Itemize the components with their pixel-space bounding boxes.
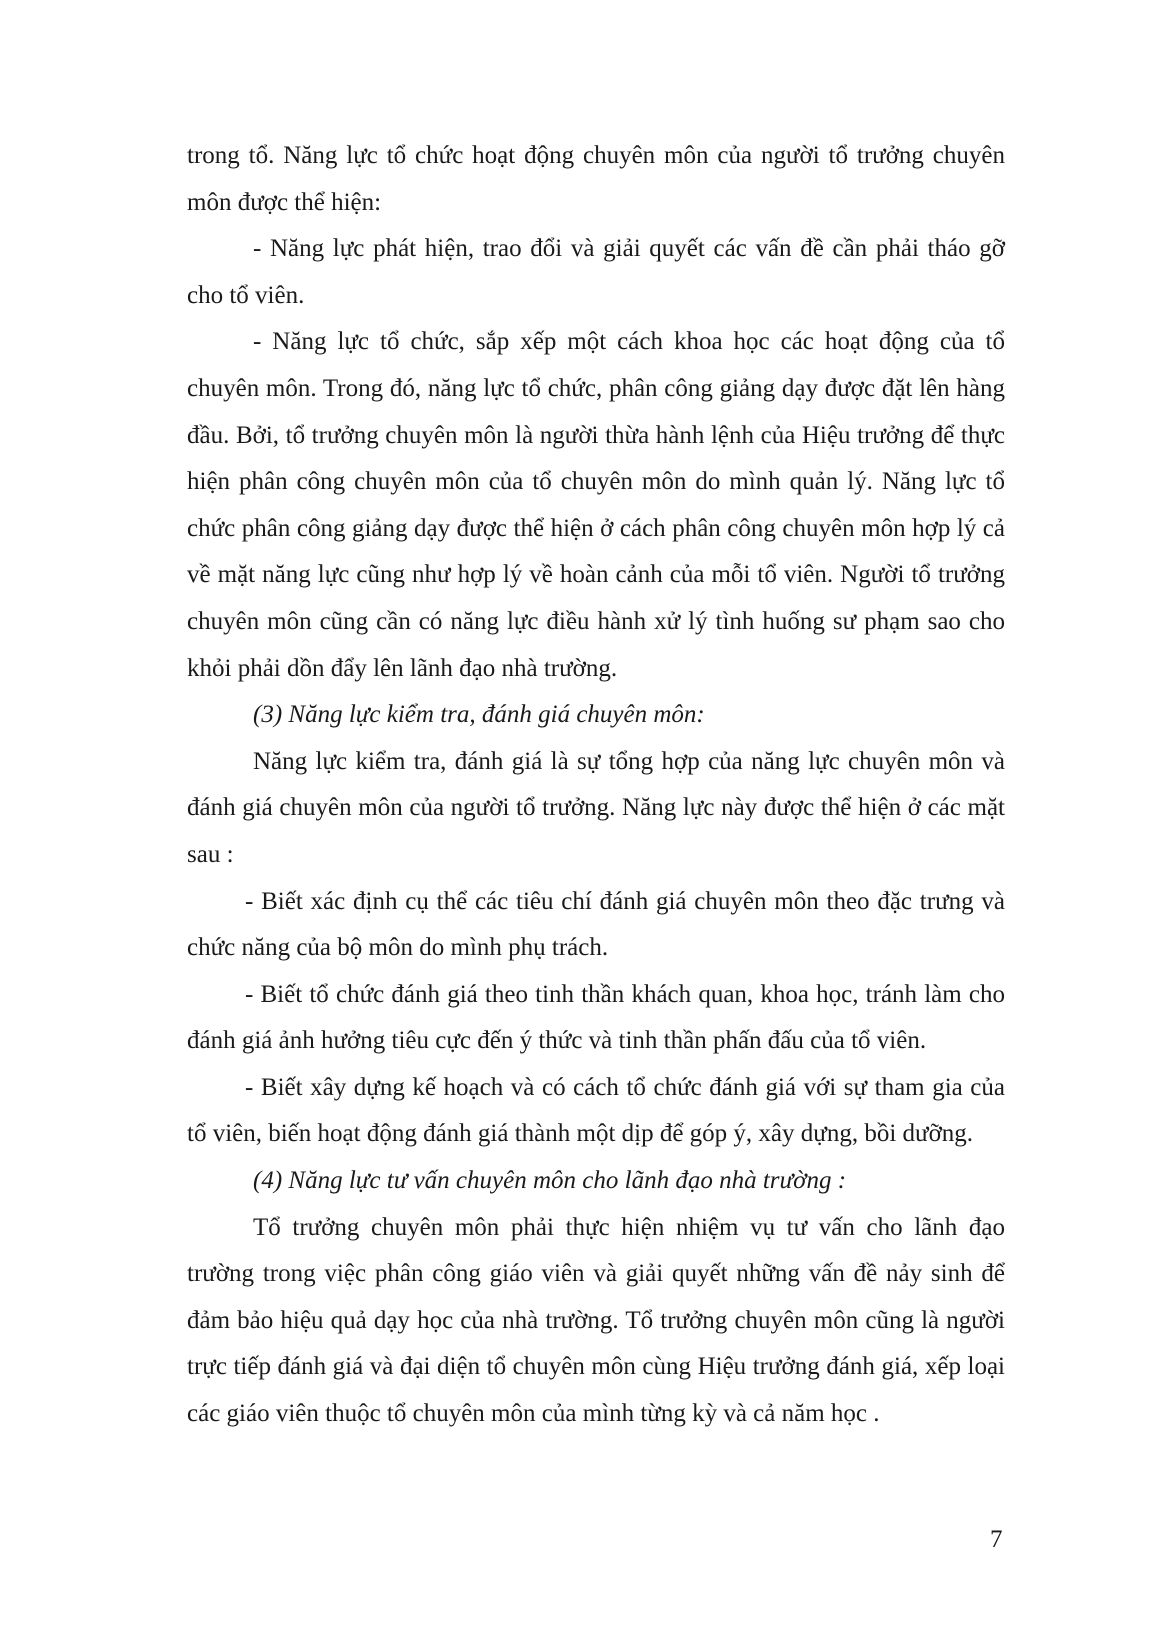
paragraph-bullet-plan: - Biết xây dựng kế hoạch và có cách tổ chức đánh giá với sự tham gia của tổ viên, biến hoạt động đánh giá thành một dịp để góp ý, xây dựng, bồi dưỡng. xyxy=(187,1073,1005,1148)
paragraph-intro: trong tổ. Năng lực tổ chức hoạt động chuyên môn của người tổ trưởng chuyên môn được thể hiện: xyxy=(187,142,1005,216)
document-page xyxy=(187,133,1005,1438)
heading-section-4: (4) Năng lực tư vấn chuyên môn cho lãnh đạo nhà trường : xyxy=(253,1167,847,1195)
paragraph-bullet-detect: - Năng lực phát hiện, trao đổi và giải quyết các vấn đề cần phải tháo gỡ cho tổ viên. xyxy=(187,235,1005,309)
paragraph-section-4-body: Tổ trưởng chuyên môn phải thực hiện nhiệm vụ tư vấn cho lãnh đạo trường trong việc phân công giáo viên và giải quyết những vấn đề nảy sinh để đảm bảo hiệu quả dạy học của nhà trường. Tổ trưởng chuyên môn cũng là người trực tiếp đánh giá và đại diện tổ chuyên môn cùng Hiệu trưởng đánh giá, xếp loại các giáo viên thuộc tổ chuyên môn của mình từng kỳ và cả năm học . xyxy=(187,1213,1005,1428)
paragraph-bullet-criteria: - Biết xác định cụ thể các tiêu chí đánh giá chuyên môn theo đặc trưng và chức năng của bộ môn do mình phụ trách. xyxy=(187,887,1005,962)
paragraph-section-3-intro: Năng lực kiểm tra, đánh giá là sự tổng hợp của năng lực chuyên môn và đánh giá chuyên môn của người tổ trưởng. Năng lực này được thể hiện ở các mặt sau : xyxy=(187,747,1005,868)
page-number: 7 xyxy=(990,1526,1003,1553)
paragraph-bullet-organize: - Năng lực tổ chức, sắp xếp một cách khoa học các hoạt động của tổ chuyên môn. Trong đó, năng lực tổ chức, phân công giảng dạy được đặt lên hàng đầu. Bởi, tổ trưởng chuyên môn là người thừa hành lệnh của Hiệu trưởng để thực hiện phân công chuyên môn của tổ chuyên môn do mình quản lý. Năng lực tổ chức phân công giảng dạy được thể hiện ở cách phân công chuyên môn hợp lý cả về mặt năng lực cũng như hợp lý về hoàn cảnh của mỗi tổ viên. Người tổ trưởng chuyên môn cũng cần có năng lực điều hành xử lý tình huống sư phạm sao cho khỏi phải dồn đẩy lên lãnh đạo nhà trường. xyxy=(187,328,1005,682)
heading-section-3: (3) Năng lực kiểm tra, đánh giá chuyên môn: xyxy=(253,701,705,729)
paragraph-bullet-objective: - Biết tổ chức đánh giá theo tinh thần khách quan, khoa học, tránh làm cho đánh giá ảnh hưởng tiêu cực đến ý thức và tinh thần phấn đấu của tổ viên. xyxy=(187,980,1005,1055)
